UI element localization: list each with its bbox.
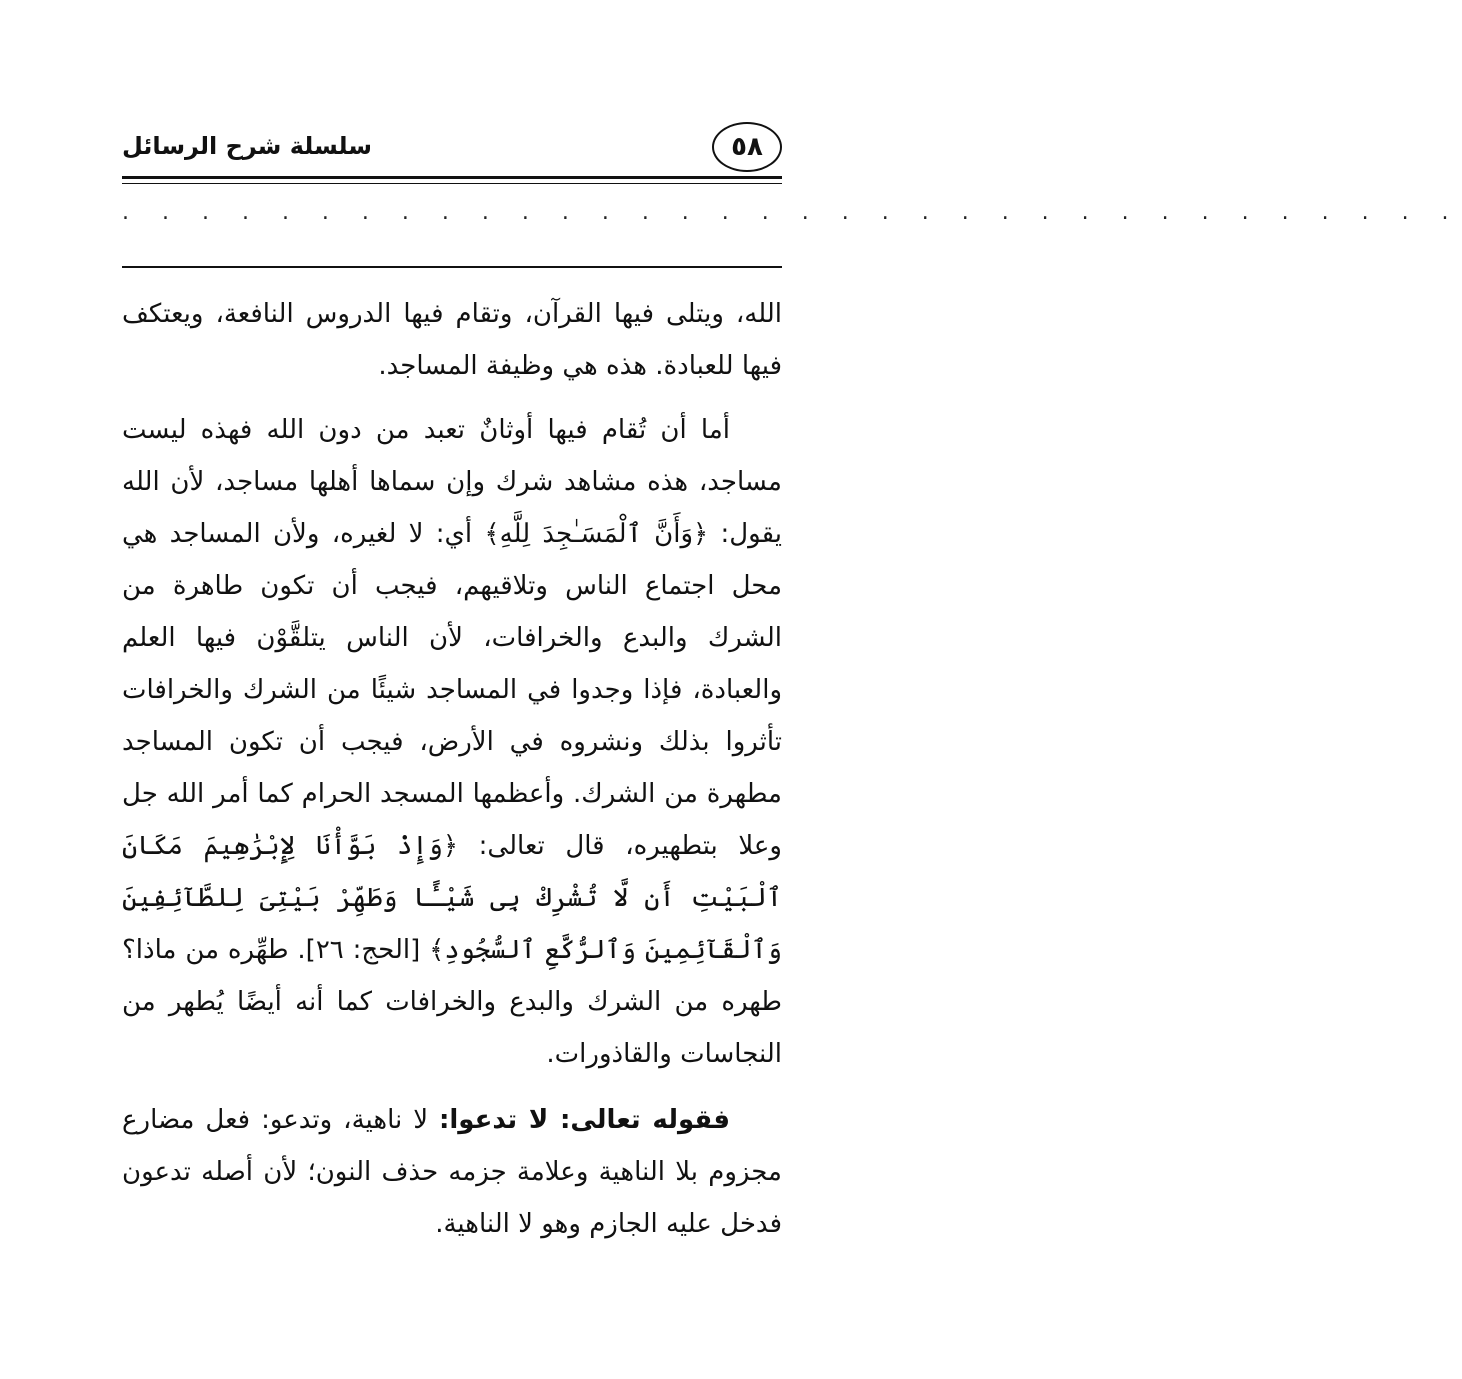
paragraph-2-text-c: [الحج: ٢٦]. طهِّره من ماذا؟ طهره من الشرك والبدع والخرافات كما أنه أيضًا يُطهر من النجاسات والقاذورات. [122, 935, 782, 1069]
paragraph-2 [122, 404, 782, 1080]
quran-verse-2: ﴿وَإِذْ بَوَّأْنَا لِإِبْرَٰهِيمَ مَكَانَ ٱلْبَيْتِ أَن لَّا تُشْرِكْ بِى شَيْـًٔا وَطَهِّرْ بَيْتِىَ لِلطَّآئِفِينَ وَٱلْقَآئِمِينَ وَٱلرُّكَّعِ ٱلسُّجُودِ﴾ [122, 831, 782, 965]
header-rule-thick [122, 176, 782, 179]
section-rule [122, 266, 782, 268]
paragraph-2-text-a: أما أن تُقام فيها أوثانٌ تعبد من دون الله فهذه ليست مساجد، هذه مشاهد شرك وإن سماها أهلها مساجد، لأن الله يقول: [122, 415, 782, 549]
series-title: سلسلة شرح الرسائل [122, 132, 372, 160]
paragraph-3 [122, 1094, 782, 1250]
page-header [122, 118, 782, 180]
paragraph-3-heading: فقوله تعالى: لا تدعوا: [438, 1105, 730, 1135]
dotted-separator: . . . . . . . . . . . . . . . . . . . . . . . . . . . . . . . . . . [122, 200, 1462, 225]
paragraph-1: الله، ويتلى فيها القرآن، وتقام فيها الدروس النافعة، ويعتكف فيها للعبادة. هذه هي وظيفة المساجد. [122, 299, 782, 381]
header-rule-thin [122, 183, 782, 184]
paragraph-2-text-b: أي: لا لغيره، ولأن المساجد هي محل اجتماع الناس وتلاقيهم، فيجب أن تكون طاهرة من الشرك والبدع والخرافات، لأن الناس يتلقَّوْن فيها العلم والعبادة، فإذا وجدوا في المساجد شيئًا من الشرك والخرافات تأثروا بذلك ونشروه في الأرض، فيجب أن تكون المساجد مطهرة من الشرك. وأعظمها المسجد الحرام كما أمر الله جل وعلا بتطهيره، قال تعالى: [122, 519, 782, 861]
paragraph-3-text: لا ناهية، وتدعو: فعل مضارع مجزوم بلا الناهية وعلامة جزمه حذف النون؛ لأن أصله تدعون فدخل عليه الجازم وهو لا الناهية. [122, 1105, 782, 1239]
body-text [122, 288, 782, 1250]
quran-verse-1: ﴿وَأَنَّ ٱلْمَسَـٰجِدَ لِلَّهِ﴾ [484, 519, 709, 549]
page-number: ٥٨ [712, 122, 782, 172]
